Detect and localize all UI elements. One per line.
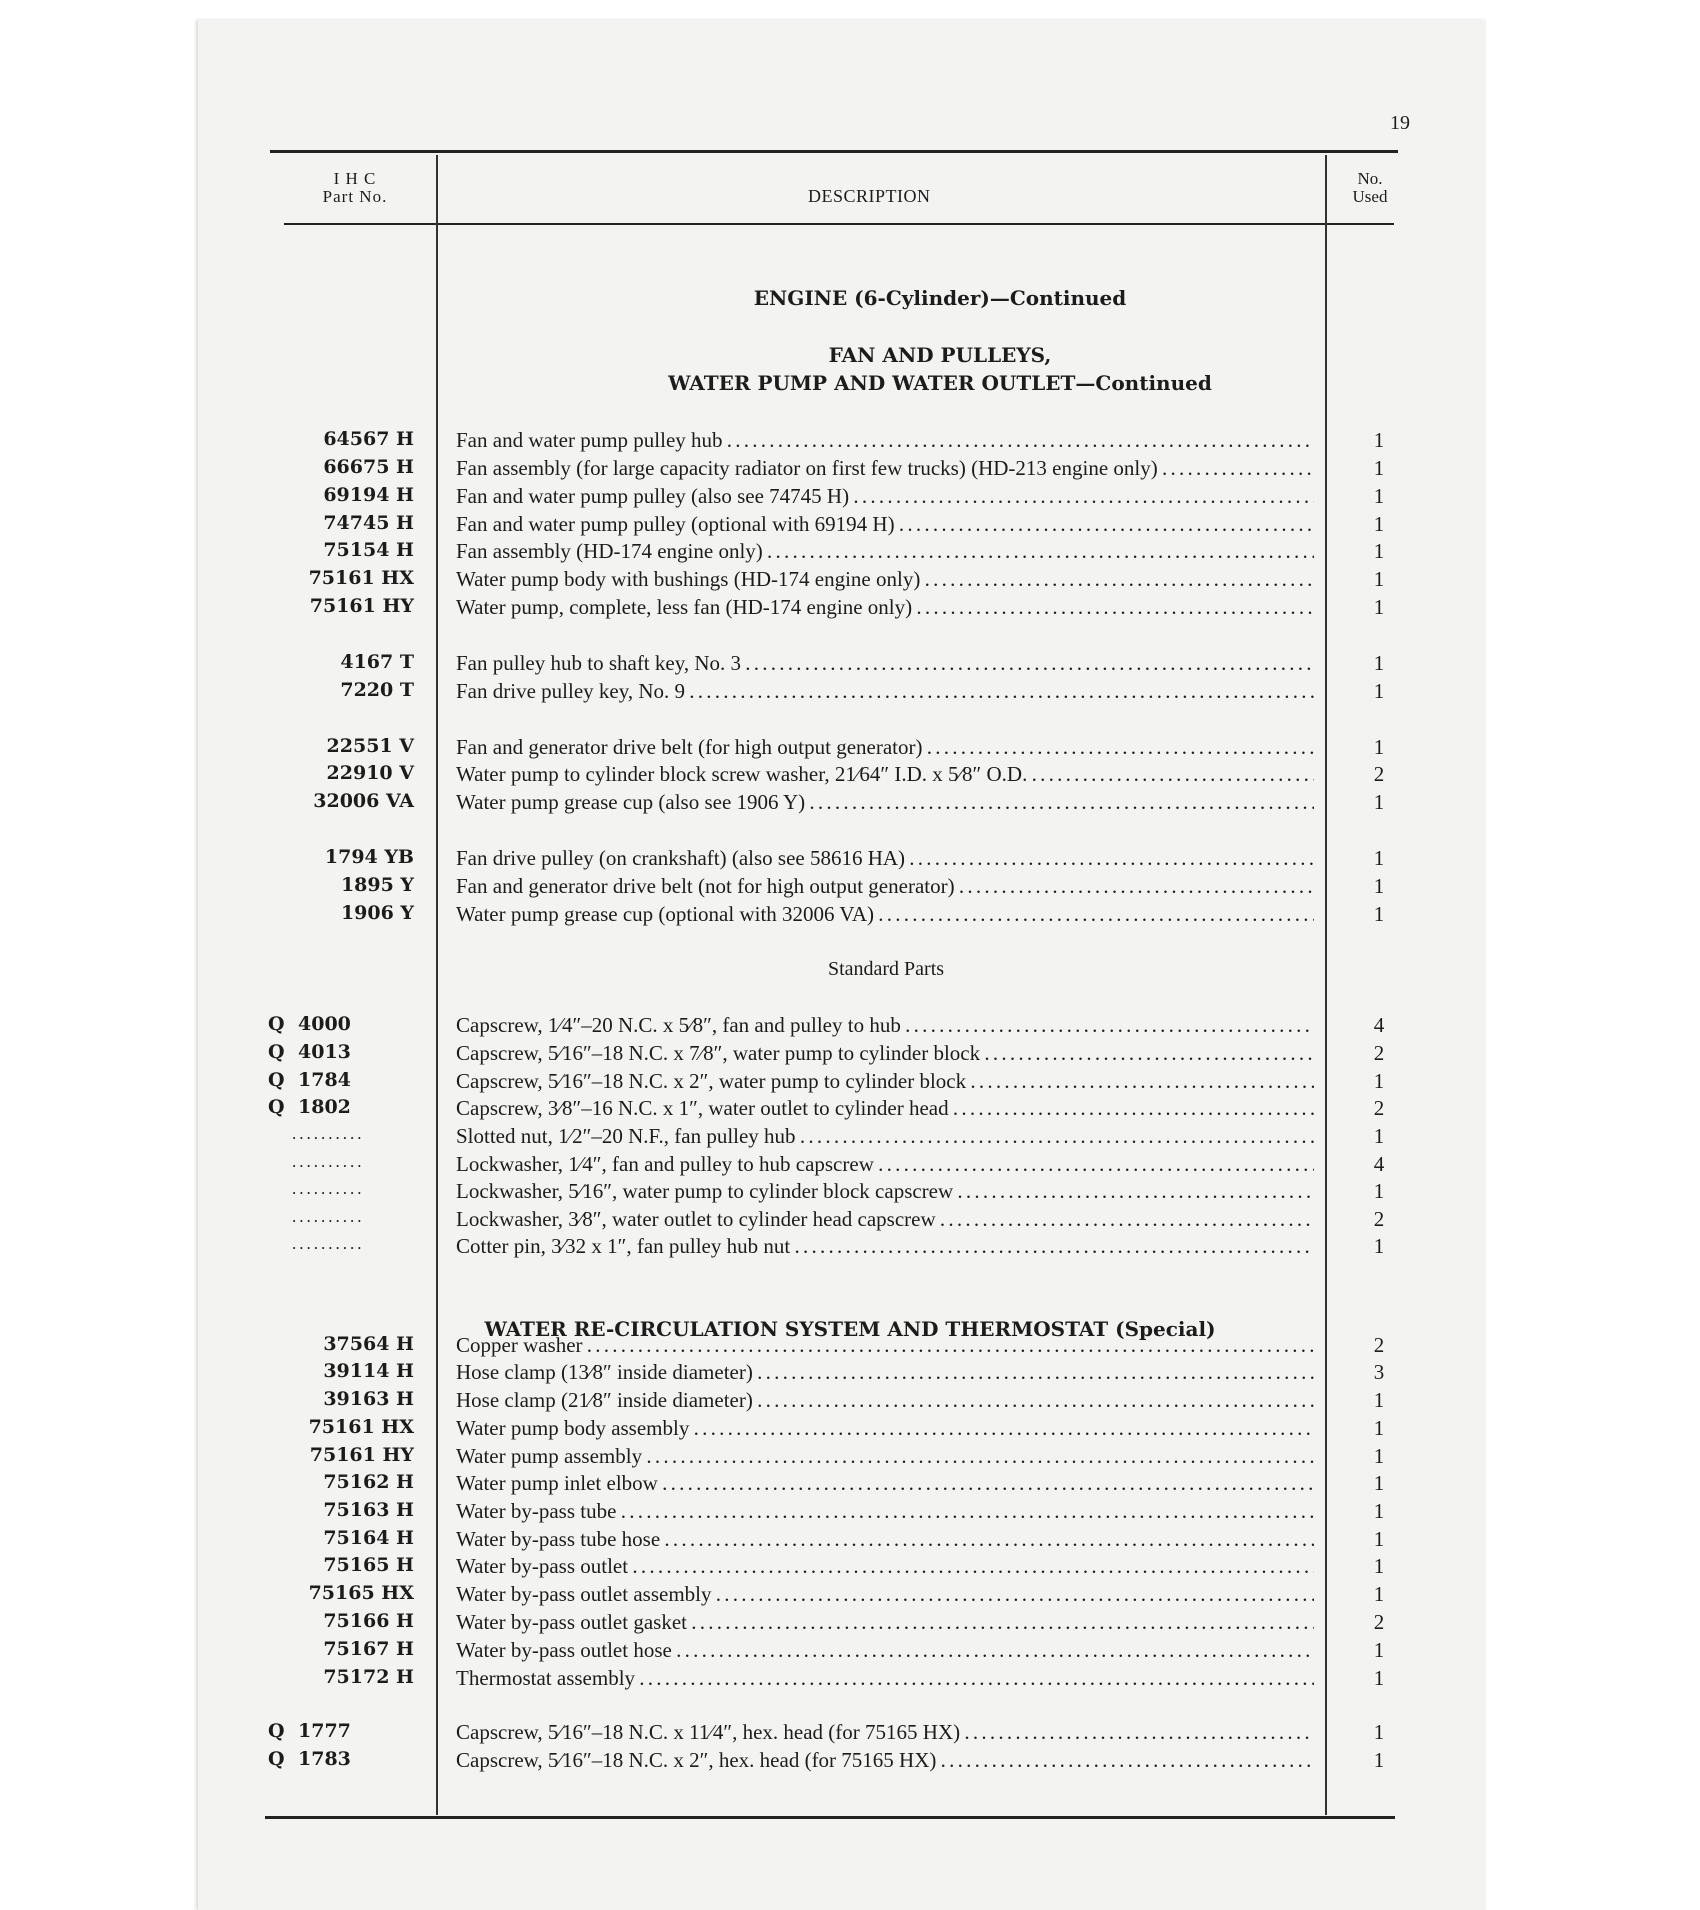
- quantity-used: 1: [1373, 1234, 1385, 1258]
- part-number-blank: ..........: [292, 1124, 365, 1143]
- part-description: Water pump grease cup (also see 1906 Y) . . .: [456, 790, 1314, 815]
- table-row: [0, 1638, 1700, 1666]
- quantity-used: 1: [1373, 1720, 1385, 1744]
- part-description: Hose clamp (21⁄8″ inside diameter) . . .: [456, 1388, 1314, 1413]
- header-no-used: [1340, 170, 1400, 206]
- quantity-used: 2: [1373, 762, 1385, 786]
- table-row: [0, 428, 1700, 456]
- part-description: Water pump grease cup (optional with 32006 VA) . . .: [456, 902, 1314, 927]
- quantity-used: 1: [1373, 902, 1385, 926]
- section-fan-heading-line2: WATER PUMP AND WATER OUTLET—Continued: [668, 371, 1212, 395]
- quantity-used: 2: [1373, 1041, 1385, 1065]
- quantity-used: 1: [1373, 1638, 1385, 1662]
- quantity-used: 1: [1373, 428, 1385, 452]
- part-number-blank: ..........: [292, 1234, 365, 1253]
- part-number: 39163 H: [323, 1388, 414, 1410]
- part-number: 1794 YB: [324, 846, 414, 868]
- part-number: 66675 H: [323, 456, 414, 478]
- part-number: 75167 H: [323, 1638, 414, 1660]
- quantity-used: 1: [1373, 1388, 1385, 1412]
- table-row: [0, 595, 1700, 623]
- table-row: [0, 1124, 1700, 1152]
- section-fan-heading-line1: FAN AND PULLEYS,: [828, 343, 1052, 367]
- part-description: Fan drive pulley (on crankshaft) (also see 58616 HA) . . .: [456, 846, 1314, 871]
- table-row: [0, 846, 1700, 874]
- quantity-used: 1: [1373, 567, 1385, 591]
- part-number: 75172 H: [323, 1666, 414, 1688]
- page-number: 19: [1390, 112, 1410, 134]
- quantity-used: 1: [1373, 874, 1385, 898]
- part-description: Cotter pin, 3⁄32 x 1″, fan pulley hub nut . . .: [456, 1234, 1314, 1259]
- part-description: Fan assembly (for large capacity radiator on first few trucks) (HD-213 engine only) . . .: [456, 456, 1314, 481]
- part-description: Copper washer . . .: [456, 1333, 1314, 1358]
- table-row: [0, 790, 1700, 818]
- quantity-used: 1: [1373, 846, 1385, 870]
- part-description: Hose clamp (13⁄8″ inside diameter) . . .: [456, 1360, 1314, 1385]
- table-row: [0, 1720, 1700, 1748]
- part-number: 75161 HX: [308, 1416, 414, 1438]
- part-number: 32006 VA: [313, 790, 414, 812]
- quantity-used: 1: [1373, 1471, 1385, 1495]
- section-engine-heading: ENGINE (6-Cylinder)—Continued: [753, 286, 1127, 310]
- quantity-used: 1: [1373, 1179, 1385, 1203]
- part-number: 75166 H: [323, 1610, 414, 1632]
- quantity-used: 1: [1373, 484, 1385, 508]
- part-number-blank: ..........: [292, 1152, 365, 1171]
- table-row: [0, 1416, 1700, 1444]
- part-description: Fan assembly (HD-174 engine only) . . .: [456, 539, 1314, 564]
- part-number: 75164 H: [323, 1527, 414, 1549]
- part-description: Water by-pass outlet hose . . .: [456, 1638, 1314, 1663]
- header-description: DESCRIPTION: [808, 186, 931, 206]
- part-number: 69194 H: [323, 484, 414, 506]
- part-number-value: 1777: [298, 1720, 351, 1742]
- part-description: Water pump assembly . . .: [456, 1444, 1314, 1469]
- part-number-value: 1784: [298, 1069, 351, 1091]
- table-row: [0, 1360, 1700, 1388]
- part-description: Water pump, complete, less fan (HD-174 engine only) . . .: [456, 595, 1314, 620]
- part-description: Fan pulley hub to shaft key, No. 3 . . .: [456, 651, 1314, 676]
- quantity-used: 1: [1373, 679, 1385, 703]
- part-description: Water by-pass tube . . .: [456, 1499, 1314, 1524]
- part-number: 7220 T: [340, 679, 414, 701]
- table-row: [0, 1069, 1700, 1097]
- part-description: Water by-pass outlet assembly . . .: [456, 1582, 1314, 1607]
- quantity-used: 1: [1373, 790, 1385, 814]
- table-row: [0, 1207, 1700, 1235]
- table-row: [0, 1471, 1700, 1499]
- quantity-used: 1: [1373, 1069, 1385, 1093]
- part-number: 1906 Y: [340, 902, 414, 924]
- part-description: Water by-pass tube hose . . .: [456, 1527, 1314, 1552]
- part-description: Water by-pass outlet . . .: [456, 1554, 1314, 1579]
- table-row: [0, 735, 1700, 763]
- table-row: [0, 539, 1700, 567]
- table-row: [0, 1152, 1700, 1180]
- part-description: Slotted nut, 1⁄2″–20 N.F., fan pulley hub . . .: [456, 1124, 1314, 1149]
- header-ihc: I H C: [333, 169, 377, 188]
- part-description: Lockwasher, 5⁄16″, water pump to cylinder block capscrew . . .: [456, 1179, 1314, 1204]
- table-row: [0, 1610, 1700, 1638]
- part-number: 39114 H: [323, 1360, 414, 1382]
- part-prefix: Q: [268, 1041, 285, 1063]
- part-description: Lockwasher, 3⁄8″, water outlet to cylinder head capscrew . . .: [456, 1207, 1314, 1232]
- quantity-used: 1: [1373, 651, 1385, 675]
- quantity-used: 4: [1373, 1152, 1385, 1176]
- part-number: 75163 H: [323, 1499, 414, 1521]
- table-row: [0, 1096, 1700, 1124]
- part-number-value: 1783: [298, 1748, 351, 1770]
- quantity-used: 1: [1373, 1748, 1385, 1772]
- part-number-blank: ..........: [292, 1207, 365, 1226]
- part-description: Capscrew, 5⁄16″–18 N.C. x 11⁄4″, hex. head (for 75165 HX) . . .: [456, 1720, 1314, 1745]
- quantity-used: 1: [1373, 1499, 1385, 1523]
- part-number-value: 4013: [298, 1041, 351, 1063]
- bottom-rule: [265, 1816, 1395, 1819]
- part-description: Fan and generator drive belt (for high output generator) . . .: [456, 735, 1314, 760]
- table-row: [0, 1179, 1700, 1207]
- part-number-value: 1802: [298, 1096, 351, 1118]
- quantity-used: 2: [1373, 1333, 1385, 1357]
- part-number: 75161 HX: [308, 567, 414, 589]
- part-prefix: Q: [268, 1013, 285, 1035]
- part-number-blank: ..........: [292, 1179, 365, 1198]
- part-number: 1895 Y: [340, 874, 414, 896]
- part-description: Fan and water pump pulley (also see 74745 H) . . .: [456, 484, 1314, 509]
- quantity-used: 1: [1373, 595, 1385, 619]
- part-description: Fan drive pulley key, No. 9 . . .: [456, 679, 1314, 704]
- header-used-label: Used: [1352, 187, 1388, 206]
- part-description: Capscrew, 5⁄16″–18 N.C. x 2″, water pump to cylinder block . . .: [456, 1069, 1314, 1094]
- part-number: 75154 H: [323, 539, 414, 561]
- part-description: Water pump inlet elbow . . .: [456, 1471, 1314, 1496]
- table-row: [0, 456, 1700, 484]
- part-description: Water pump body assembly . . .: [456, 1416, 1314, 1441]
- part-number-value: 4000: [298, 1013, 351, 1035]
- table-row: [0, 1444, 1700, 1472]
- top-rule: [270, 150, 1398, 153]
- part-description: Capscrew, 3⁄8″–16 N.C. x 1″, water outlet to cylinder head . . .: [456, 1096, 1314, 1121]
- part-description: Capscrew, 1⁄4″–20 N.C. x 5⁄8″, fan and pulley to hub . . .: [456, 1013, 1314, 1038]
- quantity-used: 1: [1373, 456, 1385, 480]
- section-recirculation-heading: WATER RE-CIRCULATION SYSTEM AND THERMOSTAT (Special): [484, 1317, 1216, 1341]
- quantity-used: 2: [1373, 1207, 1385, 1231]
- table-row: [0, 651, 1700, 679]
- quantity-used: 2: [1373, 1096, 1385, 1120]
- part-prefix: Q: [268, 1069, 285, 1091]
- standard-parts-subheading: Standard Parts: [827, 958, 945, 980]
- quantity-used: 4: [1373, 1013, 1385, 1037]
- part-description: Capscrew, 5⁄16″–18 N.C. x 2″, hex. head (for 75165 HX) . . .: [456, 1748, 1314, 1773]
- part-number: 75165 HX: [308, 1582, 414, 1604]
- table-row: [0, 1666, 1700, 1694]
- table-row: [0, 484, 1700, 512]
- quantity-used: 1: [1373, 735, 1385, 759]
- part-prefix: Q: [268, 1096, 285, 1118]
- part-prefix: Q: [268, 1748, 285, 1770]
- quantity-used: 1: [1373, 512, 1385, 536]
- part-description: Fan and water pump pulley (optional with 69194 H) . . .: [456, 512, 1314, 537]
- quantity-used: 3: [1373, 1360, 1385, 1384]
- table-row: [0, 679, 1700, 707]
- part-number: 75161 HY: [309, 595, 414, 617]
- table-row: [0, 1234, 1700, 1262]
- part-description: Water pump body with bushings (HD-174 engine only) . . .: [456, 567, 1314, 592]
- part-description: Thermostat assembly . . .: [456, 1666, 1314, 1691]
- part-description: Water by-pass outlet gasket . . .: [456, 1610, 1314, 1635]
- table-row: [0, 1554, 1700, 1582]
- table-row: [0, 902, 1700, 930]
- quantity-used: 1: [1373, 1582, 1385, 1606]
- quantity-used: 1: [1373, 1554, 1385, 1578]
- table-row: [0, 512, 1700, 540]
- quantity-used: 1: [1373, 539, 1385, 563]
- part-description: Fan and water pump pulley hub . . .: [456, 428, 1314, 453]
- part-description: Fan and generator drive belt (not for high output generator) . . .: [456, 874, 1314, 899]
- table-row: [0, 1388, 1700, 1416]
- quantity-used: 1: [1373, 1416, 1385, 1440]
- header-no-label: No.: [1357, 169, 1383, 188]
- part-prefix: Q: [268, 1720, 285, 1742]
- part-description: Water pump to cylinder block screw washer, 21⁄64″ I.D. x 5⁄8″ O.D. . . .: [456, 762, 1314, 787]
- header-bottom-rule: [284, 223, 1394, 225]
- quantity-used: 1: [1373, 1444, 1385, 1468]
- header-part-no: [300, 170, 410, 206]
- part-description: Lockwasher, 1⁄4″, fan and pulley to hub capscrew . . .: [456, 1152, 1314, 1177]
- header-part-number-label: Part No.: [322, 187, 388, 206]
- part-number: 37564 H: [323, 1333, 414, 1355]
- part-number: 4167 T: [340, 651, 414, 673]
- table-row: [0, 1527, 1700, 1555]
- part-number: 74745 H: [323, 512, 414, 534]
- part-number: 75162 H: [323, 1471, 414, 1493]
- part-number: 22910 V: [326, 762, 414, 784]
- table-row: [0, 1499, 1700, 1527]
- part-description: Capscrew, 5⁄16″–18 N.C. x 7⁄8″, water pump to cylinder block . . .: [456, 1041, 1314, 1066]
- table-row: [0, 874, 1700, 902]
- quantity-used: 1: [1373, 1666, 1385, 1690]
- table-row: [0, 1748, 1700, 1776]
- quantity-used: 1: [1373, 1124, 1385, 1148]
- table-row: [0, 567, 1700, 595]
- table-row: [0, 1582, 1700, 1610]
- part-number: 75165 H: [323, 1554, 414, 1576]
- part-number: 64567 H: [323, 428, 414, 450]
- table-row: [0, 1013, 1700, 1041]
- quantity-used: 2: [1373, 1610, 1385, 1634]
- table-row: [0, 1041, 1700, 1069]
- part-number: 22551 V: [326, 735, 414, 757]
- part-number: 75161 HY: [309, 1444, 414, 1466]
- table-row: [0, 762, 1700, 790]
- quantity-used: 1: [1373, 1527, 1385, 1551]
